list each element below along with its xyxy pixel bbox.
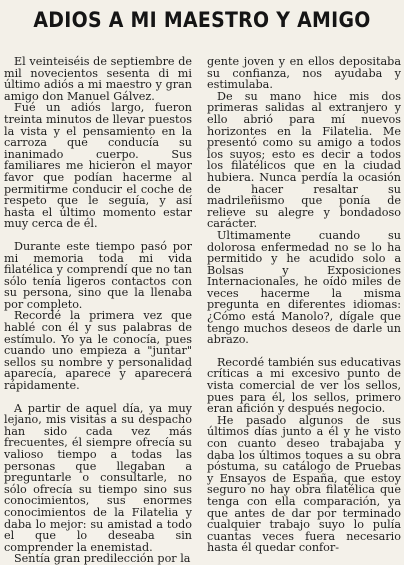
paragraph: Durante este tiempo pasó por mi memoria toda mi vida filatélica y comprendí que no tan sólo tenía ligeros contactos con su persona, sino que la llenaba por completo. [4, 239, 192, 311]
paragraph: He pasado algunos de sus últimos días junto a él y he visto con cuanto deseo trabajaba y daba los últimos toques a su obra póstuma, su catálogo de Pruebas y Ensayos de España, que estoy seguro no hay obra filatélica que tenga con ella comparación, ya que antes de dar por terminado cualquier trabajo suyo lo pulía cuantas veces fuera necesario hasta él quedar confor- [207, 413, 401, 555]
paragraph: Sentía gran predilección por la [14, 552, 191, 565]
left-column [4, 56, 192, 565]
paragraph: Recordé también sus educativas críticas a mi excesivo punto de vista comercial de ver los sellos, pues para él, los sellos, primero eran afición y después negocio. [207, 355, 401, 416]
paragraph: Recordé la primera vez que hablé con él y sus palabras de estímulo. Yo ya le conocía, pues cuando uno empieza a "juntar" sellos su nombre y personalidad aparecía, aparece y aparecerá rápidamente. [4, 309, 192, 393]
paragraph: gente joven y en ellos depositaba su confianza, nos ayudaba y estimulaba. [207, 55, 401, 92]
paragraph: Ultimamente cuando su dolorosa enfermedad no se lo ha permitido y he acudido solo a Bolsas y Exposiciones Internacionales, he oído miles de veces hacerme la misma pregunta en diferentes idiomas: ¿Cómo está Manolo?, dígale que tengo muchos deseos de darle un abrazo. [207, 228, 401, 347]
paragraph: Fué un adiós largo, fueron treinta minutos de llevar puestos la vista y el pensamiento en la carroza que conducía su inanimado cuerpo. Sus familiares me hicieron el mayor favor que podían hacerme al permitirme conducir el coche de respeto que le seguía, y así hasta el último momento estar muy cerca de él. [4, 101, 192, 231]
paragraph: De su mano hice mis dos primeras salidas al extranjero y ello abrió para mí nuevos horizontes en la Filatelia. Me presentó como su amigo a todos los suyos; esto es decir a todos los filatélicos que en la ciudad hubiera. Nunca perdía la ocasión de hacer resaltar su madrileñismo que ponía de relieve su alegre y bondadoso carácter. [207, 89, 401, 231]
paragraph: El veinteiséis de septiembre de mil novecientos sesenta di mi último adiós a mi maestro y gran amigo don Manuel Gálvez. [4, 55, 192, 103]
article-title: ADIOS A MI MAESTRO Y AMIGO [33, 8, 371, 32]
paragraph: A partir de aquel día, ya muy lejano, mis visitas a su despacho han sido cada vez más frecuentes, él siempre ofrecía su valioso tiempo a todas las personas que llegaban a preguntarle o consultarle, no sólo ofrecía su tiempo sino sus conocimientos, sus enormes conocimientos de la Filatelia y daba lo mejor: su amistad a todo el que lo deseaba sin comprender la enemistad. [4, 401, 192, 554]
right-column [207, 56, 401, 554]
